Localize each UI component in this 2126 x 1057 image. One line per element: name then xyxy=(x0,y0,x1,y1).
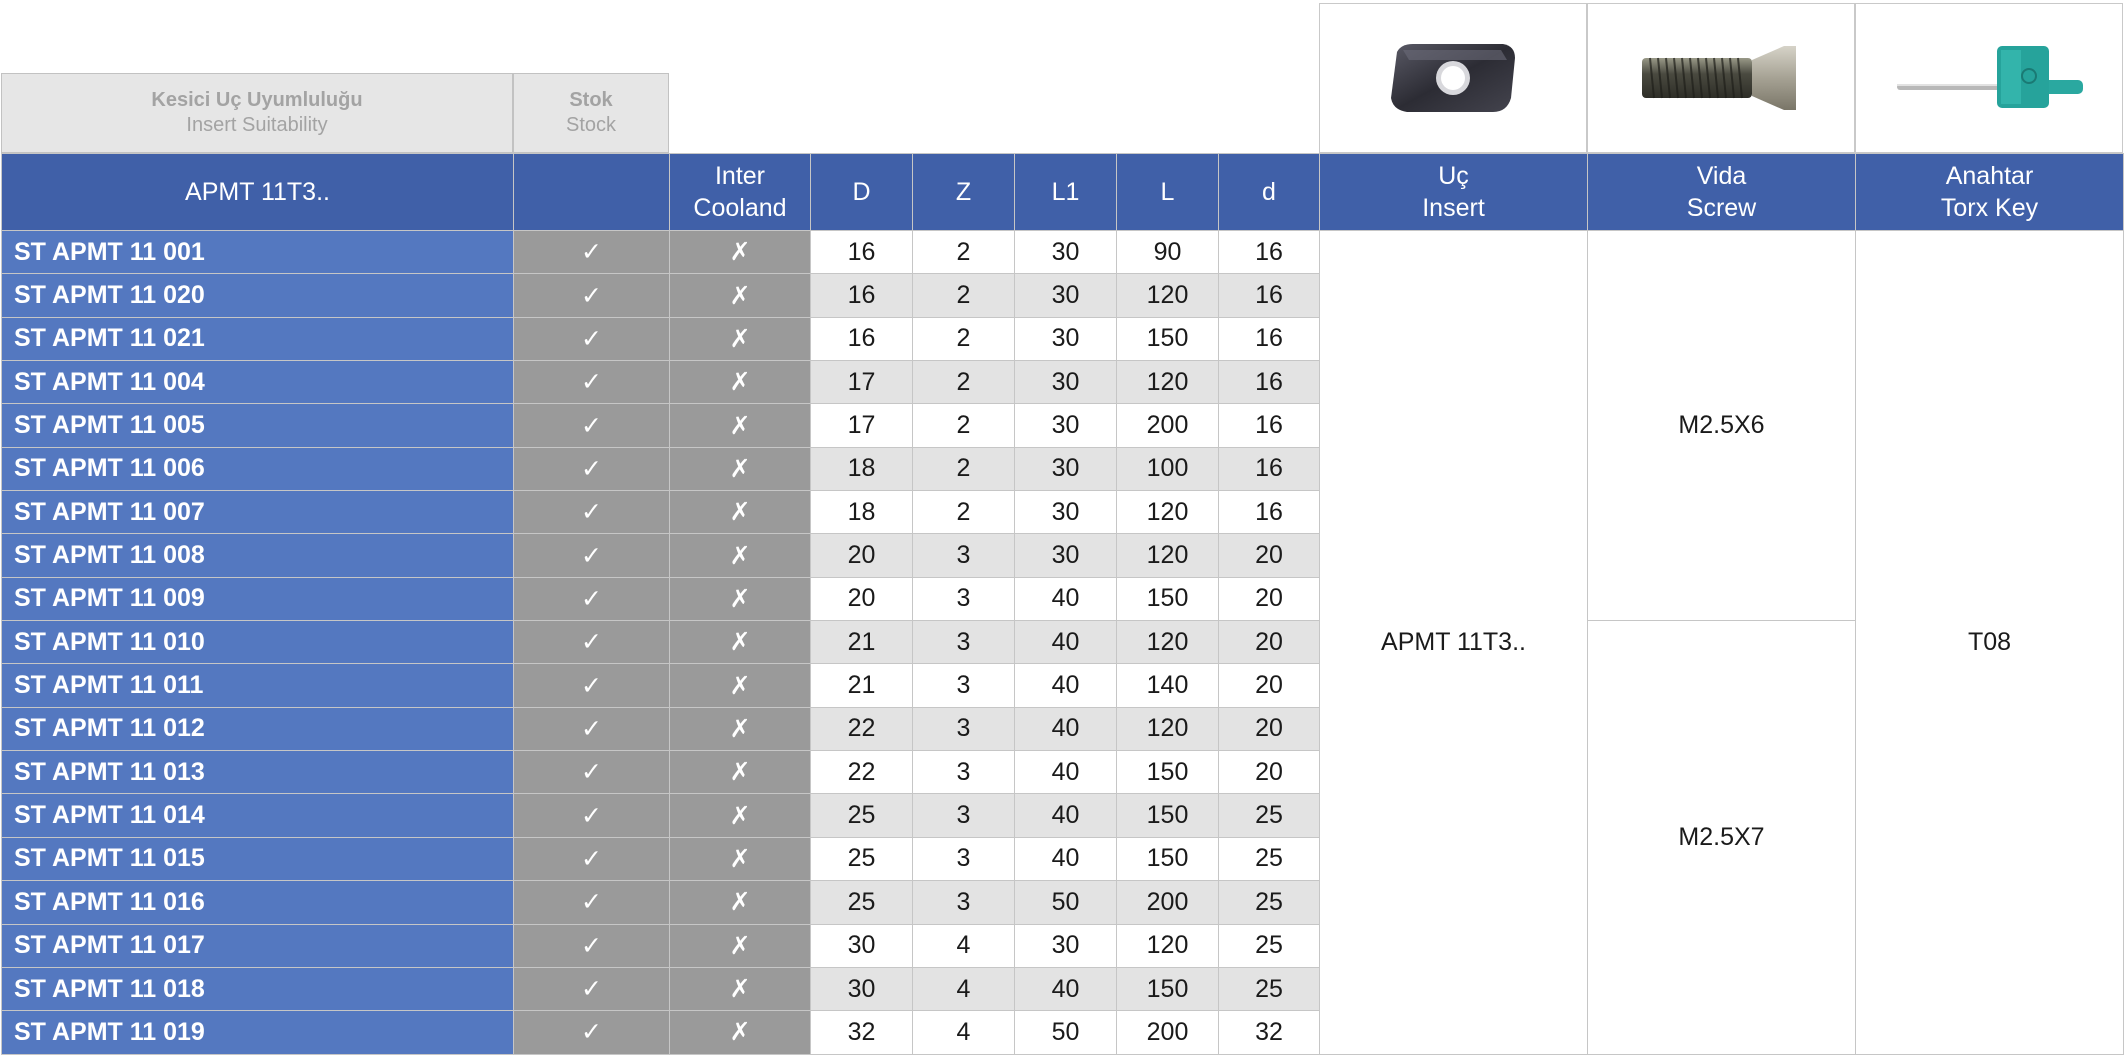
value-L1: 40 xyxy=(1015,751,1117,794)
value-L1: 30 xyxy=(1015,534,1117,577)
insert-icon xyxy=(1383,38,1523,118)
value-Z: 2 xyxy=(913,317,1015,360)
value-L: 100 xyxy=(1117,447,1219,490)
value-L1: 30 xyxy=(1015,274,1117,317)
coolant-mark: ✗ xyxy=(670,274,811,317)
value-L: 120 xyxy=(1117,491,1219,534)
stock-mark: ✓ xyxy=(514,664,670,707)
value-Z: 3 xyxy=(913,837,1015,880)
product-code: ST APMT 11 004 xyxy=(2,361,514,404)
value-Z: 3 xyxy=(913,577,1015,620)
value-d: 16 xyxy=(1219,491,1320,534)
value-D: 18 xyxy=(811,447,913,490)
coolant-mark: ✗ xyxy=(670,534,811,577)
value-Z: 4 xyxy=(913,1011,1015,1054)
product-table xyxy=(1,153,2124,1055)
value-Z: 2 xyxy=(913,231,1015,274)
stock-mark: ✓ xyxy=(514,404,670,447)
value-L1: 50 xyxy=(1015,881,1117,924)
value-d: 32 xyxy=(1219,1011,1320,1054)
coolant-mark: ✗ xyxy=(670,967,811,1010)
product-code: ST APMT 11 014 xyxy=(2,794,514,837)
value-L: 150 xyxy=(1117,317,1219,360)
stock-mark: ✓ xyxy=(514,447,670,490)
screw-icon xyxy=(1636,38,1806,118)
product-code: ST APMT 11 020 xyxy=(2,274,514,317)
stock-mark: ✓ xyxy=(514,707,670,750)
torx-key-icon xyxy=(1889,38,2089,118)
coolant-mark: ✗ xyxy=(670,1011,811,1054)
value-L1: 30 xyxy=(1015,924,1117,967)
value-L: 120 xyxy=(1117,534,1219,577)
header-key-tr: Anahtar xyxy=(1945,162,2034,190)
header-insert-en: Insert xyxy=(1422,194,1485,222)
stock-mark: ✓ xyxy=(514,967,670,1010)
value-D: 30 xyxy=(811,967,913,1010)
value-L: 150 xyxy=(1117,577,1219,620)
value-L1: 40 xyxy=(1015,837,1117,880)
header-D: D xyxy=(811,154,913,231)
table-row xyxy=(2,621,2124,664)
coolant-mark: ✗ xyxy=(670,231,811,274)
stock-mark: ✓ xyxy=(514,274,670,317)
value-D: 17 xyxy=(811,361,913,404)
value-D: 20 xyxy=(811,577,913,620)
header-coolant-line2: Cooland xyxy=(693,194,787,222)
stock-mark: ✓ xyxy=(514,751,670,794)
coolant-mark: ✗ xyxy=(670,707,811,750)
insert-value: APMT 11T3.. xyxy=(1320,231,1588,1055)
value-d: 20 xyxy=(1219,577,1320,620)
stock-mark: ✓ xyxy=(514,231,670,274)
value-Z: 3 xyxy=(913,751,1015,794)
value-L: 120 xyxy=(1117,274,1219,317)
product-code: ST APMT 11 005 xyxy=(2,404,514,447)
value-Z: 3 xyxy=(913,881,1015,924)
value-L1: 30 xyxy=(1015,231,1117,274)
value-d: 20 xyxy=(1219,621,1320,664)
stock-mark: ✓ xyxy=(514,317,670,360)
value-Z: 2 xyxy=(913,361,1015,404)
value-D: 32 xyxy=(811,1011,913,1054)
header-coolant xyxy=(670,154,811,231)
value-L1: 50 xyxy=(1015,1011,1117,1054)
value-D: 30 xyxy=(811,924,913,967)
product-code: ST APMT 11 006 xyxy=(2,447,514,490)
stock-mark: ✓ xyxy=(514,924,670,967)
coolant-mark: ✗ xyxy=(670,837,811,880)
value-L: 200 xyxy=(1117,404,1219,447)
stock-mark: ✓ xyxy=(514,1011,670,1054)
screw-value-a: M2.5X6 xyxy=(1588,231,1856,621)
product-code: ST APMT 11 021 xyxy=(2,317,514,360)
value-L: 150 xyxy=(1117,967,1219,1010)
value-d: 25 xyxy=(1219,881,1320,924)
value-D: 25 xyxy=(811,794,913,837)
value-Z: 2 xyxy=(913,404,1015,447)
value-D: 20 xyxy=(811,534,913,577)
value-D: 25 xyxy=(811,837,913,880)
value-d: 25 xyxy=(1219,794,1320,837)
value-D: 22 xyxy=(811,751,913,794)
value-D: 17 xyxy=(811,404,913,447)
value-L1: 30 xyxy=(1015,491,1117,534)
value-L1: 30 xyxy=(1015,317,1117,360)
coolant-mark: ✗ xyxy=(670,881,811,924)
product-code: ST APMT 11 016 xyxy=(2,881,514,924)
stock-title-en: Stock xyxy=(565,114,617,136)
insert-suitability-header xyxy=(1,73,513,153)
value-L: 120 xyxy=(1117,621,1219,664)
value-d: 20 xyxy=(1219,664,1320,707)
header-insert xyxy=(1320,154,1588,231)
stock-title-tr: Stok xyxy=(569,89,613,111)
value-L: 140 xyxy=(1117,664,1219,707)
product-code: ST APMT 11 001 xyxy=(2,231,514,274)
insert-suitability-title-en: Insert Suitability xyxy=(186,114,328,136)
stock-mark: ✓ xyxy=(514,361,670,404)
value-Z: 2 xyxy=(913,491,1015,534)
value-Z: 3 xyxy=(913,794,1015,837)
stock-mark: ✓ xyxy=(514,491,670,534)
header-screw xyxy=(1588,154,1856,231)
value-L1: 40 xyxy=(1015,967,1117,1010)
product-code: ST APMT 11 007 xyxy=(2,491,514,534)
stock-mark: ✓ xyxy=(514,837,670,880)
value-d: 16 xyxy=(1219,317,1320,360)
value-L: 150 xyxy=(1117,751,1219,794)
header-key xyxy=(1856,154,2124,231)
table-row xyxy=(2,231,2124,274)
value-Z: 4 xyxy=(913,967,1015,1010)
value-d: 20 xyxy=(1219,751,1320,794)
value-d: 16 xyxy=(1219,231,1320,274)
value-L: 90 xyxy=(1117,231,1219,274)
value-Z: 4 xyxy=(913,924,1015,967)
coolant-mark: ✗ xyxy=(670,794,811,837)
value-Z: 2 xyxy=(913,274,1015,317)
value-L1: 40 xyxy=(1015,794,1117,837)
value-d: 16 xyxy=(1219,361,1320,404)
product-code: ST APMT 11 019 xyxy=(2,1011,514,1054)
value-D: 16 xyxy=(811,317,913,360)
stock-header xyxy=(513,73,669,153)
value-D: 16 xyxy=(811,231,913,274)
value-d: 16 xyxy=(1219,404,1320,447)
stock-mark: ✓ xyxy=(514,794,670,837)
value-d: 25 xyxy=(1219,924,1320,967)
header-coolant-line1: Inter xyxy=(714,162,766,190)
value-Z: 2 xyxy=(913,447,1015,490)
coolant-mark: ✗ xyxy=(670,447,811,490)
value-L1: 40 xyxy=(1015,621,1117,664)
table-header-row xyxy=(2,154,2124,231)
value-d: 20 xyxy=(1219,707,1320,750)
value-L1: 40 xyxy=(1015,664,1117,707)
product-code: ST APMT 11 018 xyxy=(2,967,514,1010)
screw-image xyxy=(1587,3,1855,153)
value-Z: 3 xyxy=(913,534,1015,577)
value-d: 20 xyxy=(1219,534,1320,577)
value-Z: 3 xyxy=(913,707,1015,750)
stock-mark: ✓ xyxy=(514,621,670,664)
value-L: 200 xyxy=(1117,881,1219,924)
header-L1: L1 xyxy=(1015,154,1117,231)
insert-image xyxy=(1319,3,1587,153)
header-screw-en: Screw xyxy=(1686,194,1757,222)
value-L: 120 xyxy=(1117,924,1219,967)
coolant-mark: ✗ xyxy=(670,491,811,534)
value-d: 25 xyxy=(1219,837,1320,880)
value-L: 120 xyxy=(1117,361,1219,404)
value-L: 150 xyxy=(1117,794,1219,837)
value-d: 16 xyxy=(1219,274,1320,317)
value-D: 25 xyxy=(811,881,913,924)
product-code: ST APMT 11 012 xyxy=(2,707,514,750)
product-code: ST APMT 11 009 xyxy=(2,577,514,620)
value-L1: 40 xyxy=(1015,577,1117,620)
header-Z: Z xyxy=(913,154,1015,231)
product-code: ST APMT 11 008 xyxy=(2,534,514,577)
value-L1: 30 xyxy=(1015,404,1117,447)
header-key-en: Torx Key xyxy=(1940,194,2039,222)
value-L: 150 xyxy=(1117,837,1219,880)
product-code: ST APMT 11 013 xyxy=(2,751,514,794)
value-Z: 3 xyxy=(913,664,1015,707)
value-L1: 40 xyxy=(1015,707,1117,750)
torx-key-value: T08 xyxy=(1856,231,2124,1055)
header-screw-tr: Vida xyxy=(1696,162,1747,190)
value-L1: 30 xyxy=(1015,361,1117,404)
product-code: ST APMT 11 011 xyxy=(2,664,514,707)
coolant-mark: ✗ xyxy=(670,361,811,404)
stock-mark: ✓ xyxy=(514,881,670,924)
value-L1: 30 xyxy=(1015,447,1117,490)
coolant-mark: ✗ xyxy=(670,924,811,967)
coolant-mark: ✗ xyxy=(670,664,811,707)
value-D: 21 xyxy=(811,664,913,707)
value-d: 25 xyxy=(1219,967,1320,1010)
header-L: L xyxy=(1117,154,1219,231)
table-body xyxy=(2,231,2124,1055)
torx-key-image xyxy=(1855,3,2123,153)
coolant-mark: ✗ xyxy=(670,621,811,664)
value-D: 21 xyxy=(811,621,913,664)
value-d: 16 xyxy=(1219,447,1320,490)
header-insert-tr: Uç xyxy=(1438,162,1469,190)
coolant-mark: ✗ xyxy=(670,317,811,360)
product-code: ST APMT 11 010 xyxy=(2,621,514,664)
screw-value-b: M2.5X7 xyxy=(1588,621,1856,1054)
stock-mark: ✓ xyxy=(514,534,670,577)
product-code: ST APMT 11 015 xyxy=(2,837,514,880)
coolant-mark: ✗ xyxy=(670,751,811,794)
stock-mark: ✓ xyxy=(514,577,670,620)
coolant-mark: ✗ xyxy=(670,577,811,620)
value-Z: 3 xyxy=(913,621,1015,664)
header-d: d xyxy=(1219,154,1320,231)
insert-suitability-title-tr: Kesici Uç Uyumluluğu xyxy=(151,89,363,111)
value-D: 18 xyxy=(811,491,913,534)
coolant-mark: ✗ xyxy=(670,404,811,447)
value-L: 120 xyxy=(1117,707,1219,750)
value-L: 200 xyxy=(1117,1011,1219,1054)
header-stock xyxy=(514,154,670,231)
value-D: 22 xyxy=(811,707,913,750)
value-D: 16 xyxy=(811,274,913,317)
product-code: ST APMT 11 017 xyxy=(2,924,514,967)
header-product: APMT 11T3.. xyxy=(2,154,514,231)
